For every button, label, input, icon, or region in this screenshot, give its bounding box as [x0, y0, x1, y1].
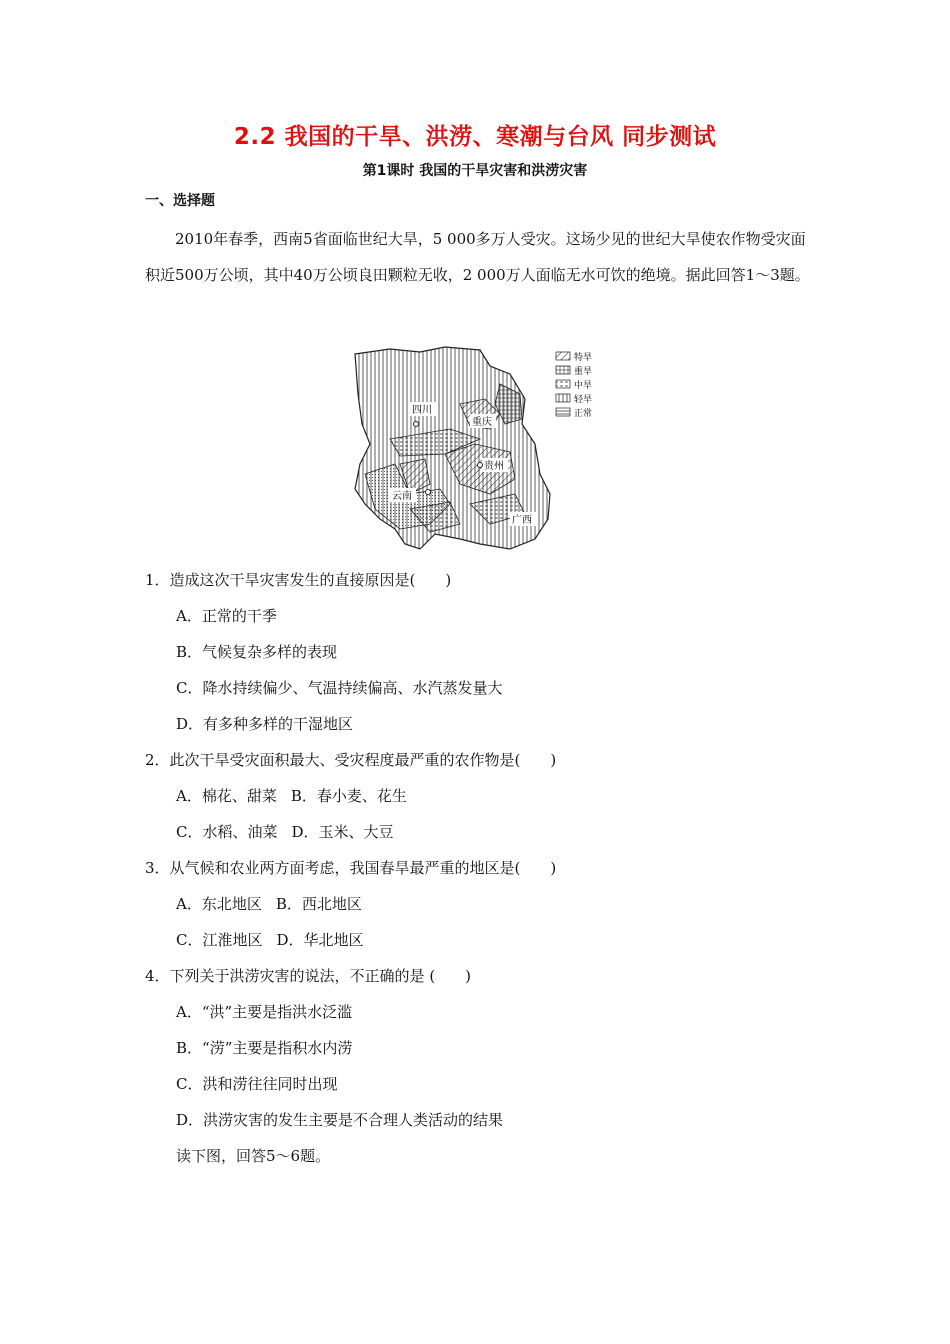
question-2-options-ab	[176, 785, 407, 806]
question-2-option-a: A．棉花、甜菜	[176, 787, 277, 805]
question-3-option-a: A．东北地区	[176, 895, 262, 913]
question-3-option-d: D．华北地区	[276, 931, 364, 949]
map-label-guangxi: 广西	[512, 515, 532, 526]
legend-label: 正常	[574, 409, 593, 419]
question-2-option-b: B．春小麦、花生	[290, 787, 407, 805]
question-3-stem: 3．从气候和农业两方面考虑，我国春旱最严重的地区是( )	[145, 859, 557, 877]
next-questions-prompt: 读下图，回答5～6题。	[176, 1147, 331, 1165]
legend-label: 轻旱	[574, 395, 593, 405]
question-3-option-c: C．江淮地区	[176, 931, 263, 949]
intro-paragraph: 2010年春季，西南5省面临世纪大旱，5 000多万人受灾。这场少见的世纪大旱使农作物受灾面积近500万公顷，其中40万公顷良田颗粒无收，2 000万人面临无水可饮的绝境。据此回答1～3题。	[145, 230, 810, 284]
question-2-option-c: C．水稻、油菜	[176, 823, 278, 841]
question-2-option-d: D．玉米、大豆	[291, 823, 394, 841]
question-2-stem: 2．此次干旱受灾面积最大、受灾程度最严重的农作物是( )	[145, 751, 557, 769]
map-label-guizhou: 贵州	[484, 461, 504, 472]
question-3-options-cd	[176, 929, 364, 950]
question-4-option-c: C．洪和涝往往同时出现	[176, 1075, 338, 1093]
question-1-option-d: D．有多种多样的干湿地区	[176, 715, 354, 733]
legend-label: 特旱	[574, 353, 593, 363]
question-1-option-c: C．降水持续偏少、气温持续偏高、水汽蒸发量大	[176, 679, 503, 697]
question-1-stem: 1．造成这次干旱灾害发生的直接原因是( )	[145, 571, 452, 589]
question-4-stem: 4．下列关于洪涝灾害的说法，不正确的是 ( )	[145, 967, 472, 985]
map-label-sichuan: 四川	[412, 405, 432, 416]
map-label-chongqing: 重庆	[472, 417, 492, 428]
map-label-yunnan: 云南	[392, 491, 412, 502]
question-4-option-a: A．“洪”主要是指洪水泛滥	[176, 1003, 353, 1021]
question-4-option-b: B．“涝”主要是指积水内涝	[176, 1039, 353, 1057]
question-1-option-b: B．气候复杂多样的表现	[176, 643, 338, 661]
legend-label: 中旱	[574, 381, 593, 391]
question-4-option-d: D．洪涝灾害的发生主要是不合理人类活动的结果	[176, 1111, 504, 1129]
lesson-subtitle: 第1课时 我国的干旱灾害和洪涝灾害	[362, 163, 588, 179]
question-3-options-ab	[176, 893, 362, 914]
question-1-option-a: A．正常的干季	[176, 607, 277, 625]
map-legend	[556, 351, 592, 419]
section-heading: 一、选择题	[145, 193, 215, 209]
drought-map	[350, 344, 610, 554]
question-2-options-cd	[176, 821, 394, 842]
question-3-option-b: B．西北地区	[275, 895, 362, 913]
document-title: 2.2 我国的干旱、洪涝、寒潮与台风 同步测试	[233, 124, 717, 150]
legend-label: 重旱	[574, 367, 593, 377]
